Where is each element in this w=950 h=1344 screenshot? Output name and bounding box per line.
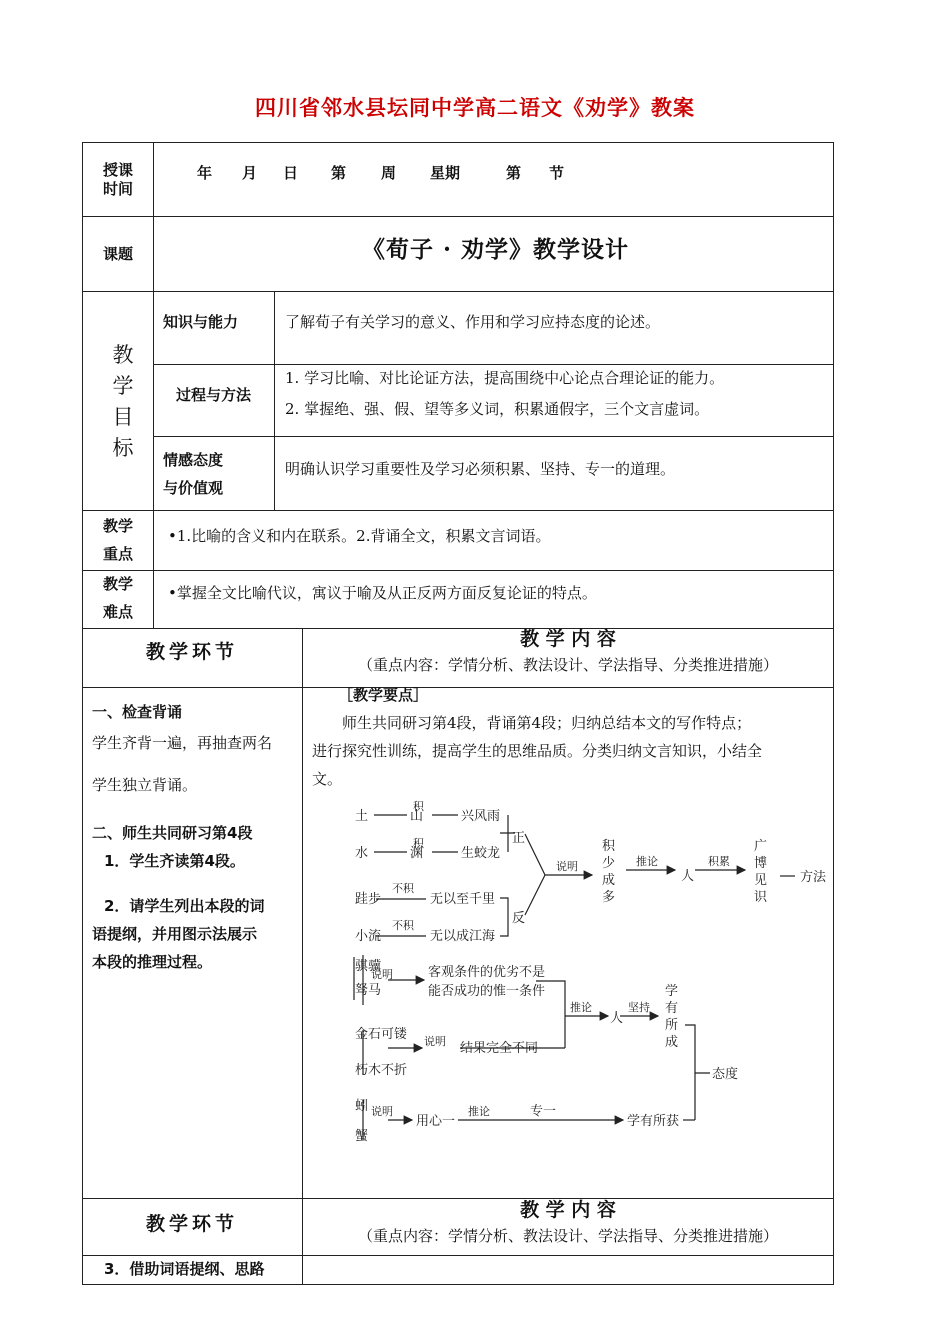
section-header-sub: （重点内容：学情分析、教法设计、学法指导、分类推进措施）	[357, 656, 778, 674]
dia-jilei: 积累	[708, 855, 730, 868]
step2-item-1: 1．学生齐读第4段。	[104, 852, 245, 870]
dia-shuoming4: 说明	[371, 1105, 393, 1118]
difficulties-label: 教学 难点	[102, 575, 133, 621]
dia-buji2: 不积	[392, 919, 414, 932]
emotion-label: 情感态度 与价值观	[163, 451, 224, 497]
step2-item-2a: 2．请学生列出本段的词	[104, 897, 265, 915]
dia-jsc-1: 积	[602, 839, 616, 854]
dia-tuilun1: 推论	[636, 855, 658, 868]
design-title: 《荀子 · 劝学》教学设计	[362, 236, 630, 263]
time-year: 年	[197, 164, 213, 182]
dia-jsc-4: 多	[602, 890, 616, 905]
dia-ren1: 人	[681, 869, 695, 884]
dia-shuoming2: 说明	[371, 968, 393, 981]
dia-keguan2: 能否成功的惟一条件	[428, 984, 546, 999]
dia-xysc-3: 所	[665, 1018, 679, 1033]
dia-ren2: 人	[610, 1011, 624, 1026]
dia-ji1: 积	[413, 800, 424, 813]
dia-buji1: 不积	[392, 882, 414, 895]
time-month: 月	[242, 164, 258, 182]
time-section: 节	[549, 164, 565, 182]
dia-xysc-2: 有	[665, 1001, 679, 1016]
key-points-label: 教学 重点	[102, 517, 133, 563]
time-day: 日	[283, 164, 299, 182]
step2-item-2b: 语提纲，并用图示法展示	[92, 925, 258, 943]
dia-xingfengyu: 兴风雨	[461, 809, 501, 824]
dia-fan: 反	[512, 911, 526, 926]
step2-title: 二、师生共同研习第4段	[92, 824, 253, 842]
dia-xiumu: 朽木不折	[355, 1063, 408, 1078]
dia-qiji: 骐骥	[355, 959, 382, 974]
time-label: 授课 时间	[102, 161, 133, 198]
section-header-title: 教 学 内 容	[520, 628, 616, 650]
teaching-points-heading: ［教学要点］	[338, 686, 429, 704]
dia-shuoming1: 说明	[556, 860, 578, 873]
dia-gbjs-2: 博	[754, 856, 768, 871]
section-header-2-sub: （重点内容：学情分析、教法设计、学法指导、分类推进措施）	[357, 1227, 778, 1245]
dia-taidu: 态度	[712, 1067, 739, 1082]
dia-xiaoliu: 小流	[355, 929, 382, 944]
dia-kuibu: 跬步	[355, 892, 382, 907]
difficulties-text: •掌握全文比喻代议，寓议于喻及从正反两方面反复论证的特点。	[168, 584, 597, 602]
step2-item-2c: 本段的推理过程。	[92, 953, 213, 971]
section-header-2-left: 教学环节	[145, 1213, 238, 1235]
key-points-text: •1.比喻的含义和内在联系。2.背诵全文，积累文言词语。	[168, 527, 551, 545]
dia-wuyichengjianghai: 无以成江海	[430, 929, 496, 944]
dia-shengjiaolong: 生蛟龙	[461, 846, 501, 861]
step1-text-a: 学生齐背一遍，再抽查两名	[92, 734, 273, 752]
document-title: 四川省邻水县坛同中学高二语文《劝学》教案	[255, 96, 695, 120]
emotion-text: 明确认识学习重要性及学习必须积累、坚持、专一的道理。	[285, 460, 676, 478]
dia-jieguo: 结果完全不同	[460, 1041, 539, 1056]
section-header-left: 教学环节	[145, 641, 238, 663]
dia-xysc-1: 学	[665, 984, 679, 999]
dia-ji2: 积	[413, 837, 424, 850]
process-item-1: 1. 学习比喻、对比论证方法，提高围绕中心论点合理论证的能力。	[285, 369, 725, 387]
dia-numa: 驽马	[355, 983, 382, 998]
dia-yongxinyi: 用心一	[416, 1114, 456, 1129]
dia-fangfa: 方法	[800, 870, 827, 885]
dia-shuoming3: 说明	[424, 1035, 446, 1048]
dia-jsc-2: 少	[602, 856, 616, 871]
dia-gbjs-1: 广	[754, 839, 768, 854]
time-week: 周	[381, 164, 397, 182]
topic-label: 课题	[102, 245, 133, 263]
step3-text: 3．借助词语提纲、思路	[104, 1260, 265, 1278]
dia-tu: 土	[355, 809, 369, 824]
reasoning-diagram	[340, 790, 830, 1155]
dia-xie: 蟹	[355, 1129, 369, 1144]
dia-gbjs-4: 识	[754, 890, 768, 905]
process-item-2: 2. 掌握绝、强、假、望等多义词，积累通假字，三个文言虚词。	[285, 400, 710, 418]
teaching-points-para-a: 师生共同研习第4段，背诵第4段；归纳总结本文的写作特点；	[342, 714, 752, 732]
dia-gbjs-3: 见	[754, 873, 768, 888]
knowledge-text: 了解荀子有关学习的意义、作用和学习应持态度的论述。	[285, 313, 661, 331]
section-header-2-title: 教 学 内 容	[520, 1199, 616, 1221]
dia-jianchi: 坚持	[628, 1001, 650, 1014]
dia-zheng: 正	[512, 831, 526, 846]
dia-yuan: 渊	[410, 846, 424, 861]
dia-wuyizhiqianli: 无以至千里	[430, 892, 496, 907]
dia-zhuanyi: 专一	[530, 1104, 557, 1119]
dia-keguan1: 客观条件的优劣不是	[428, 965, 546, 980]
dia-tuilun2: 推论	[570, 1001, 592, 1014]
dia-shui: 水	[355, 846, 369, 861]
step1-title: 一、检查背诵	[92, 703, 183, 721]
step1-text-b: 学生独立背诵。	[92, 776, 198, 794]
teaching-points-para-b: 进行探究性训练，提高学生的思维品质。分类归纳文言知识，小结全	[312, 742, 763, 760]
dia-jsc-3: 成	[602, 873, 616, 888]
process-label: 过程与方法	[176, 386, 252, 404]
time-section-prefix: 第	[506, 164, 522, 182]
knowledge-label: 知识与能力	[163, 313, 239, 331]
dia-tuilun3: 推论	[468, 1105, 490, 1118]
time-week-prefix: 第	[331, 164, 347, 182]
dia-jinshi: 金石可镂	[355, 1027, 408, 1042]
dia-xysc-4: 成	[665, 1035, 679, 1050]
teaching-points-para-c: 文。	[312, 770, 343, 788]
dia-xueyousuohuo: 学有所获	[627, 1114, 680, 1129]
dia-yin: 蚓	[355, 1099, 369, 1114]
dia-shan: 山	[410, 809, 424, 824]
time-weekday: 星期	[430, 164, 461, 182]
